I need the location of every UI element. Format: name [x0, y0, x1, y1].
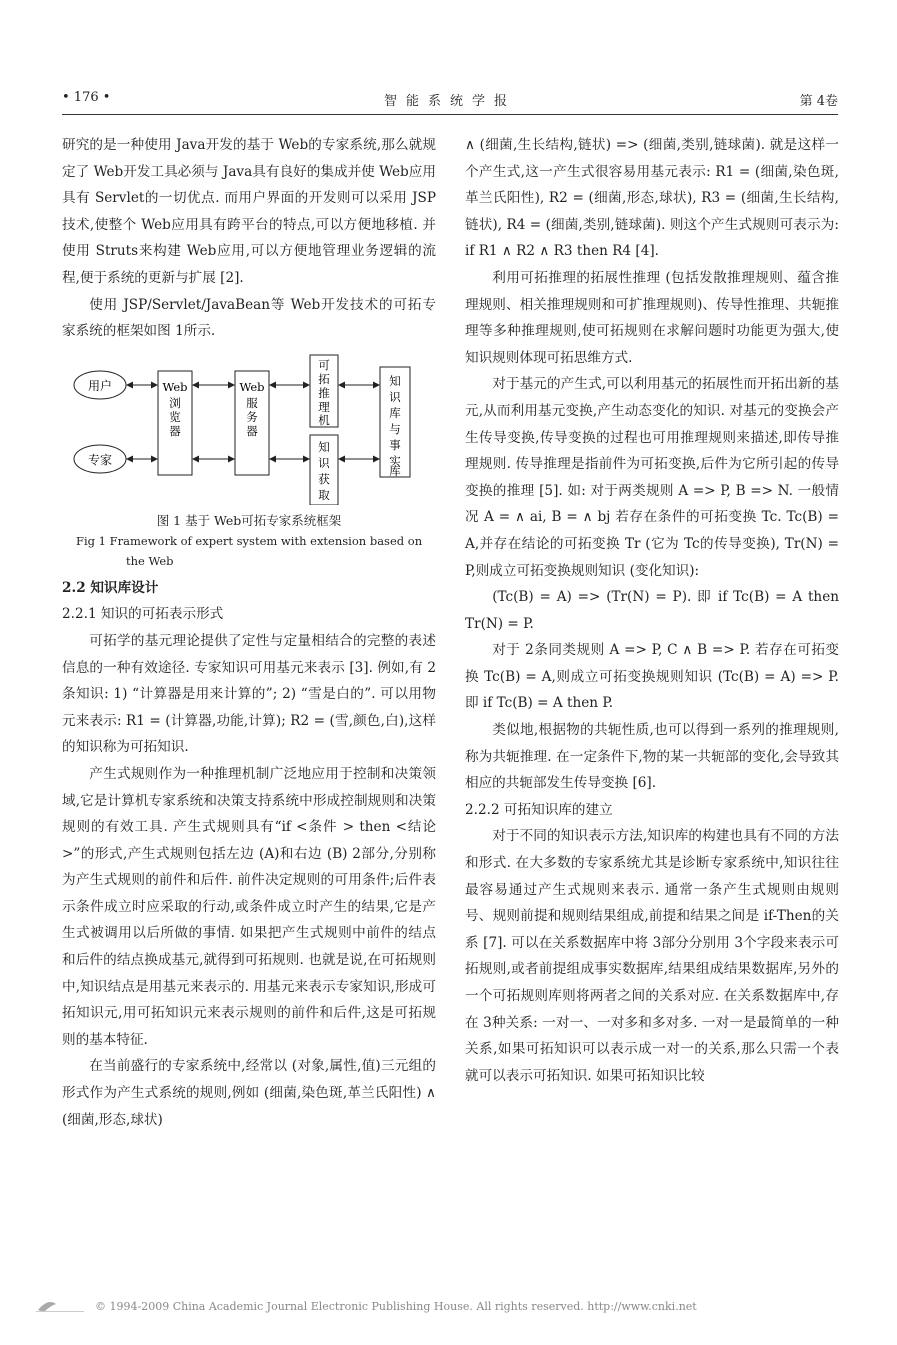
copyright-footer: © 1994-2009 China Academic Journal Electronic Publishing House. All rights reserved. http://www.cnki.net: [95, 1300, 697, 1313]
right-column: [465, 132, 839, 1089]
paragraph: 在当前盛行的专家系统中,经常以 (对象,属性,值)三元组的形式作为产生式系统的规则,例如 (细菌,染色斑,革兰氏阳性) ∧ (细菌,形态,球状): [62, 1058, 436, 1128]
paragraph: 使用 JSP/Servlet/JavaBean等 Web开发技术的可拓专家系统的框架如图 1所示.: [62, 296, 436, 340]
formula: (Tc(B) = A) => (Tr(N) = P). 即 if Tc(B) = A then Tr(N) = P.: [465, 589, 839, 632]
acquire-label: 知识获取: [318, 439, 330, 502]
framework-diagram: [62, 349, 436, 505]
paragraph: 对于基元的产生式,可以利用基元的拓展性而开拓出新的基元,从而利用基元变换,产生动态变化的知识. 对基元的变换会产生传导变换,传导变换的过程也可用推理规则来描述,即传导推理规则. 传导推理是指前件为可拓变换,后件为它所引起的传导变换的推理 [5]. 如: 对于两类规则 A => P, B => N. 一般情况 A = ∧ ai, B = ∧ bj 若存在条件的可拓变换 Tc. Tc(B) = A,并存在结论的可拓变换 Tr (它为 Tc的传导变换), Tr(N) = P,则成立可拓变换规则知识 (变化知识):: [465, 376, 839, 579]
paragraph: 研究的是一种使用 Java开发的基于 Web的专家系统,那么就规定了 Web开发工具必须与 Java具有良好的集成并使 Web应用具有 Servlet的一切优点. 而用户界面的开发则可以采用 JSP技术,使整个 Web应用具有跨平台的特点,可以方便地移植. 并使用 Struts来构建 Web应用,可以方便地管理业务逻辑的流程,便于系统的更新与扩展 [2].: [62, 137, 436, 286]
reasoner-label: 可拓推理机: [318, 357, 330, 427]
figure-caption-cn: 图 1 基于 Web可拓专家系统框架: [156, 512, 342, 528]
user-label: 用户: [87, 378, 113, 393]
subsection-heading: 2.2.2 可拓知识库的建立: [465, 801, 613, 818]
figure-caption-en: Fig 1 Framework of expert system with extension based on: [76, 533, 423, 548]
header-rule: [62, 114, 838, 115]
server-label: Web 服务器: [239, 379, 265, 438]
figure-caption-en-2: the Web: [126, 553, 174, 568]
expert-label: 专家: [87, 452, 113, 467]
page-number: • 176 •: [62, 90, 111, 105]
paragraph: 对于不同的知识表示方法,知识库的构建也具有不同的方法和形式. 在大多数的专家系统尤其是诊断专家系统中,知识往往最容易通过产生式规则来表示. 通常一条产生式规则由规则号、规则前提和规则结果组成,前提和结果之间是 if-Then的关系 [7]. 可以在关系数据库中将 3部分分别用 3个字段来表示可拓规则,或者前提组成事实数据库,结果组成结果数据库,另外的一个可拓规则库则将两者之间的关系对应. 在关系数据库中,存在 3种关系: 一对一、一对多和多对多. 一对一是最简单的一种关系,如果可拓知识可以表示成一对一的关系,那么只需一个表就可以表示可拓知识. 如果可拓知识比较: [465, 828, 839, 1084]
paragraph: 产生式规则作为一种推理机制广泛地应用于控制和决策领域,它是计算机专家系统和决策支持系统中形成控制规则和决策规则的有效工具. 产生式规则具有“if <条件 > then <结论 >”的形式,产生式规则包括左边 (A)和右边 (B) 2部分,分别称为产生式规则的前件和后件. 前件决定规则的可用条件;后件表示条件成立时应采取的行动,或条件成立时产生的结果,它是产生式被调用以后所做的事情. 如果把产生式规则中前件的结点和后件的结点换成基元,就得到可拓规则. 也就是说,在可拓规则中,知识结点是用基元来表示的. 用基元来表示专家知识,形成可拓知识元,用可拓知识元来表示规则的前件和后件,这是可拓规则的基本特征.: [62, 765, 436, 1048]
browser-label: Web 浏览器: [162, 379, 188, 438]
volume-label: 第 4卷: [799, 94, 838, 109]
section-heading: 2.2 知识库设计: [62, 579, 159, 596]
paragraph: 利用可拓推理的拓展性推理 (包括发散推理规则、蕴含推理规则、相关推理规则和可扩推理规则)、传导性推理、共轭推理等多种推理规则,使可拓规则在求解问题时功能更为强大,使知识规则体现可拓思维方式.: [465, 269, 839, 366]
journal-title: 智能系统学报: [383, 94, 516, 109]
paragraph: 对于 2条同类规则 A => P, C ∧ B => P. 若存在可拓变换 Tc(B) = A,则成立可拓变换规则知识 (Tc(B) = A) => P. 即 if Tc(B) = A then P.: [465, 642, 839, 712]
left-column: [62, 132, 436, 1133]
paragraph: 可拓学的基元理论提供了定性与定量相结合的完整的表述信息的一种有效途径. 专家知识可用基元来表示 [3]. 例如,有 2条知识: 1) “计算器是用来计算的”; 2) “雪是白的”. 可以用物元来表示: R1 = (计算器,功能,计算); R2 = (雪,颜色,白),这样的知识称为可拓知识.: [62, 632, 436, 756]
subsection-heading: 2.2.1 知识的可拓表示形式: [62, 606, 224, 623]
kb-label: 知识库与事实库: [389, 373, 401, 478]
paragraph: 类似地,根据物的共轭性质,也可以得到一系列的推理规则,称为共轭推理. 在一定条件下,物的某一共轭部的变化,会导致其相应的共轭部发生传导变换 [6].: [465, 722, 839, 792]
figure-framework: [62, 349, 436, 505]
running-header: [62, 90, 838, 112]
cnki-logo-icon: [34, 1296, 86, 1314]
paragraph: ∧ (细菌,生长结构,链状) => (细菌,类别,链球菌). 就是这样一个产生式,这一产生式很容易用基元表示: R1 = (细菌,染色斑,革兰氏阳性), R2 = (细菌,形态,球状), R3 = (细菌,生长结构,链状), R4 = (细菌,类别,链球菌). 则这个产生式规则可表示为: if R1 ∧ R2 ∧ R3 then R4 [4].: [465, 137, 839, 260]
